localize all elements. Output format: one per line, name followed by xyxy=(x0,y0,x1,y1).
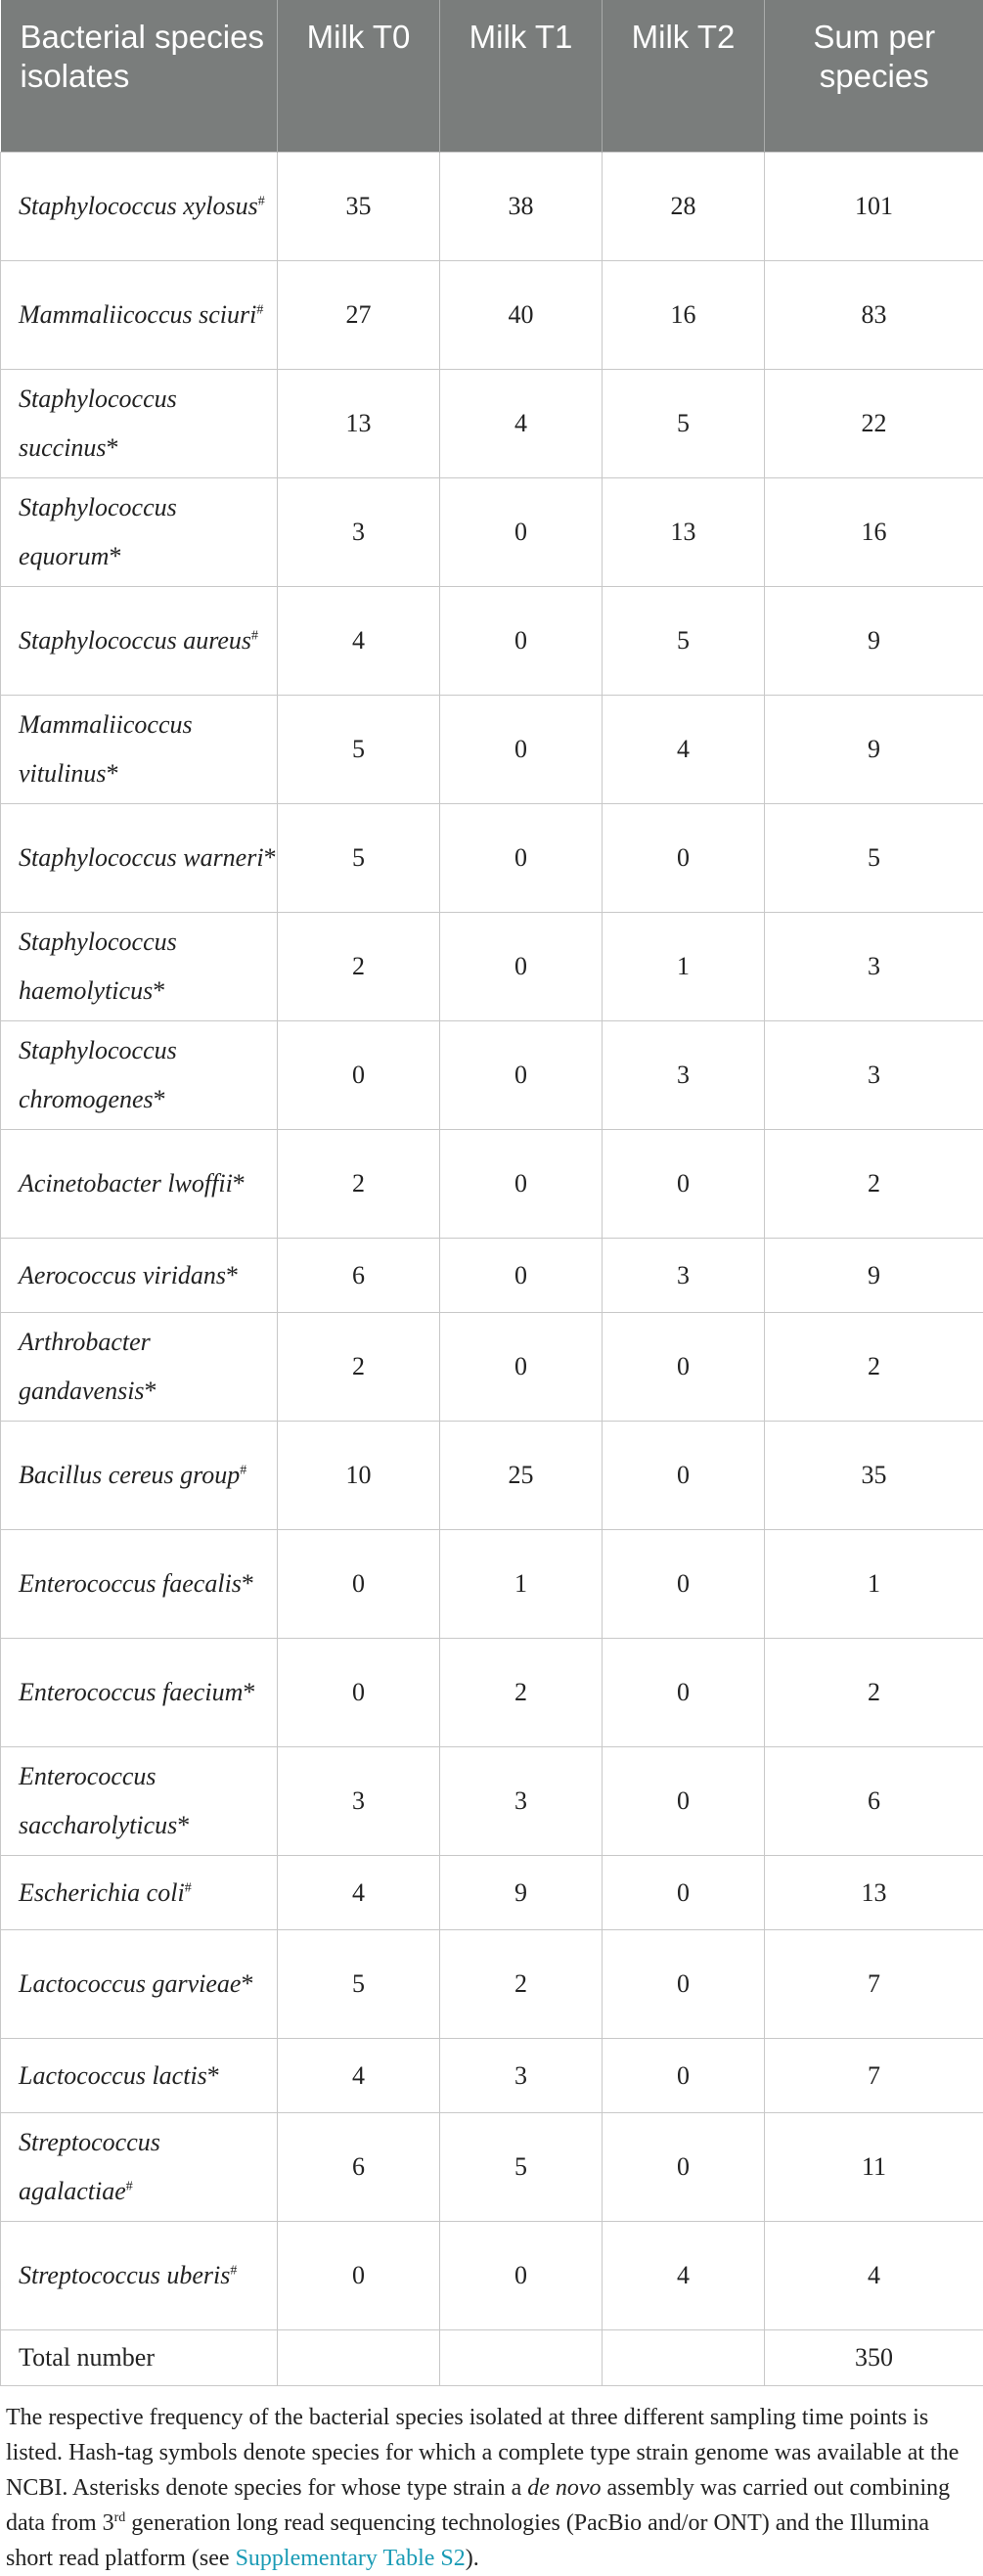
asterisk-mark: * xyxy=(233,1169,246,1198)
species-name: Lactococcus lactis xyxy=(19,2061,207,2090)
cell-sum: 6 xyxy=(765,1747,983,1856)
cell-t1: 3 xyxy=(440,1747,603,1856)
table-row xyxy=(1,153,983,261)
asterisk-mark: * xyxy=(243,1678,255,1706)
table-row xyxy=(1,1856,983,1930)
species-cell xyxy=(1,478,278,587)
asterisk-mark: * xyxy=(177,1811,190,1839)
cell-t2: 0 xyxy=(603,1639,765,1747)
species-name: Staphylococcus xylosus xyxy=(19,192,258,220)
table-row xyxy=(1,1530,983,1639)
total-t2 xyxy=(603,2330,765,2386)
species-cell xyxy=(1,1856,278,1930)
species-cell xyxy=(1,913,278,1021)
asterisk-mark: * xyxy=(264,843,277,872)
cell-t1: 0 xyxy=(440,804,603,913)
table-row xyxy=(1,1313,983,1422)
cell-t0: 5 xyxy=(278,696,440,804)
cell-t2: 0 xyxy=(603,1530,765,1639)
cell-t2: 16 xyxy=(603,261,765,370)
species-name: Arthrobacter gandavensis xyxy=(19,1328,151,1405)
cell-t2: 0 xyxy=(603,1422,765,1530)
hash-mark: # xyxy=(230,2263,237,2278)
header-milk-t0: Milk T0 xyxy=(278,0,440,153)
cell-sum: 9 xyxy=(765,1239,983,1313)
asterisk-mark: * xyxy=(153,976,165,1005)
cell-t1: 3 xyxy=(440,2039,603,2113)
cell-t2: 0 xyxy=(603,1130,765,1239)
cell-sum: 4 xyxy=(765,2222,983,2330)
table-row xyxy=(1,1422,983,1530)
hash-mark: # xyxy=(126,2179,133,2193)
cell-t1: 40 xyxy=(440,261,603,370)
species-name: Staphylococcus equorum xyxy=(19,493,177,570)
hash-mark: # xyxy=(258,194,265,208)
species-cell xyxy=(1,1130,278,1239)
cell-t0: 3 xyxy=(278,478,440,587)
table-row xyxy=(1,478,983,587)
species-cell xyxy=(1,370,278,478)
cell-sum: 16 xyxy=(765,478,983,587)
cell-t1: 1 xyxy=(440,1530,603,1639)
cell-t1: 0 xyxy=(440,1239,603,1313)
cell-sum: 2 xyxy=(765,1313,983,1422)
table-row xyxy=(1,1639,983,1747)
species-cell xyxy=(1,2113,278,2222)
asterisk-mark: * xyxy=(241,1969,253,1998)
table-row xyxy=(1,1747,983,1856)
species-cell xyxy=(1,1639,278,1747)
species-cell xyxy=(1,1530,278,1639)
species-cell xyxy=(1,153,278,261)
cell-t0: 4 xyxy=(278,2039,440,2113)
cell-t2: 0 xyxy=(603,1747,765,1856)
header-row xyxy=(1,0,983,153)
cell-t0: 0 xyxy=(278,1530,440,1639)
cell-t2: 4 xyxy=(603,696,765,804)
total-row xyxy=(1,2330,983,2386)
cell-t2: 0 xyxy=(603,1856,765,1930)
total-label: Total number xyxy=(1,2330,278,2386)
species-name: Mammaliicoccus vitulinus xyxy=(19,710,193,788)
cell-t0: 4 xyxy=(278,587,440,696)
cell-t2: 13 xyxy=(603,478,765,587)
cell-t1: 0 xyxy=(440,696,603,804)
hash-mark: # xyxy=(185,1880,192,1895)
table-row xyxy=(1,370,983,478)
total-t1 xyxy=(440,2330,603,2386)
asterisk-mark: * xyxy=(226,1261,239,1289)
asterisk-mark: * xyxy=(154,1085,166,1113)
table-row xyxy=(1,1021,983,1130)
cell-t1: 0 xyxy=(440,913,603,1021)
table-row xyxy=(1,2113,983,2222)
hash-mark: # xyxy=(240,1463,246,1477)
cell-t1: 5 xyxy=(440,2113,603,2222)
cell-sum: 13 xyxy=(765,1856,983,1930)
cell-t2: 5 xyxy=(603,587,765,696)
cell-t0: 3 xyxy=(278,1747,440,1856)
cell-t2: 3 xyxy=(603,1239,765,1313)
cell-t2: 0 xyxy=(603,804,765,913)
cell-sum: 3 xyxy=(765,913,983,1021)
cell-sum: 11 xyxy=(765,2113,983,2222)
cell-t0: 2 xyxy=(278,1130,440,1239)
cell-sum: 35 xyxy=(765,1422,983,1530)
cell-sum: 5 xyxy=(765,804,983,913)
species-name: Staphylococcus haemolyticus xyxy=(19,927,177,1005)
species-cell xyxy=(1,2039,278,2113)
supplementary-table-link[interactable]: Supplementary Table S2 xyxy=(236,2546,466,2571)
header-milk-t2: Milk T2 xyxy=(603,0,765,153)
cell-sum: 101 xyxy=(765,153,983,261)
table-row xyxy=(1,1239,983,1313)
hash-mark: # xyxy=(256,302,263,317)
table-row xyxy=(1,913,983,1021)
species-name: Streptococcus agalactiae xyxy=(19,2128,160,2205)
cell-sum: 22 xyxy=(765,370,983,478)
cell-sum: 83 xyxy=(765,261,983,370)
cell-sum: 7 xyxy=(765,1930,983,2039)
asterisk-mark: * xyxy=(107,433,119,462)
species-cell xyxy=(1,1747,278,1856)
species-cell xyxy=(1,1422,278,1530)
cell-t0: 4 xyxy=(278,1856,440,1930)
table-row xyxy=(1,261,983,370)
species-cell xyxy=(1,1021,278,1130)
cell-t1: 25 xyxy=(440,1422,603,1530)
cell-t0: 10 xyxy=(278,1422,440,1530)
asterisk-mark: * xyxy=(109,542,121,570)
cell-sum: 9 xyxy=(765,696,983,804)
cell-t1: 2 xyxy=(440,1930,603,2039)
species-cell xyxy=(1,804,278,913)
table-row xyxy=(1,1930,983,2039)
species-name: Acinetobacter lwoffii xyxy=(19,1169,233,1198)
cell-sum: 2 xyxy=(765,1130,983,1239)
table-row xyxy=(1,587,983,696)
cell-t0: 5 xyxy=(278,804,440,913)
species-name: Escherichia coli xyxy=(19,1878,185,1907)
cell-sum: 1 xyxy=(765,1530,983,1639)
header-sum: Sum per species xyxy=(765,0,983,153)
table-body xyxy=(1,153,983,2386)
species-name: Enterococcus saccharolyticus xyxy=(19,1762,177,1839)
cell-t0: 6 xyxy=(278,2113,440,2222)
table-row xyxy=(1,1130,983,1239)
cell-sum: 9 xyxy=(765,587,983,696)
cell-t0: 13 xyxy=(278,370,440,478)
species-name: Staphylococcus succinus xyxy=(19,384,177,462)
total-sum: 350 xyxy=(765,2330,983,2386)
cell-t2: 5 xyxy=(603,370,765,478)
asterisk-mark: * xyxy=(107,759,119,788)
cell-t1: 0 xyxy=(440,1130,603,1239)
table-footnote: The respective frequency of the bacterial species isolated at three different sampling time points is listed. Hash-tag symbols denote species for which a complete type strain genome was available at the NCBI. Asterisks denote species for whose type strain a de novo assembly was carried out combining data from 3rd generation long read sequencing technologies (PacBio and/or ONT) and the Illumina short read platform (see Supplementary Table S2). xyxy=(0,2386,983,2576)
cell-t1: 0 xyxy=(440,587,603,696)
cell-t2: 0 xyxy=(603,1313,765,1422)
cell-t0: 5 xyxy=(278,1930,440,2039)
species-cell xyxy=(1,1239,278,1313)
cell-t1: 0 xyxy=(440,1021,603,1130)
cell-t0: 35 xyxy=(278,153,440,261)
species-cell xyxy=(1,696,278,804)
cell-t1: 9 xyxy=(440,1856,603,1930)
species-cell xyxy=(1,1313,278,1422)
cell-t1: 0 xyxy=(440,1313,603,1422)
cell-t0: 0 xyxy=(278,2222,440,2330)
cell-t1: 0 xyxy=(440,478,603,587)
table-row xyxy=(1,2039,983,2113)
cell-t0: 6 xyxy=(278,1239,440,1313)
header-species: Bacterial species isolates xyxy=(1,0,278,153)
species-name: Enterococcus faecalis xyxy=(19,1569,242,1598)
cell-t2: 4 xyxy=(603,2222,765,2330)
cell-sum: 2 xyxy=(765,1639,983,1747)
cell-t1: 0 xyxy=(440,2222,603,2330)
table-row xyxy=(1,804,983,913)
cell-sum: 7 xyxy=(765,2039,983,2113)
species-cell xyxy=(1,1930,278,2039)
cell-t2: 0 xyxy=(603,2113,765,2222)
species-name: Mammaliicoccus sciuri xyxy=(19,300,256,329)
species-name: Staphylococcus chromogenes xyxy=(19,1036,177,1113)
cell-t2: 3 xyxy=(603,1021,765,1130)
species-name: Aerococcus viridans xyxy=(19,1261,226,1289)
cell-t2: 0 xyxy=(603,2039,765,2113)
species-name: Staphylococcus aureus xyxy=(19,626,251,655)
cell-t0: 0 xyxy=(278,1021,440,1130)
cell-t0: 2 xyxy=(278,913,440,1021)
asterisk-mark: * xyxy=(145,1377,157,1405)
cell-t1: 2 xyxy=(440,1639,603,1747)
species-name: Enterococcus faecium xyxy=(19,1678,243,1706)
cell-t1: 4 xyxy=(440,370,603,478)
hash-mark: # xyxy=(251,628,258,643)
species-cell xyxy=(1,261,278,370)
table-row xyxy=(1,696,983,804)
total-t0 xyxy=(278,2330,440,2386)
species-name: Bacillus cereus group xyxy=(19,1461,240,1489)
asterisk-mark: * xyxy=(242,1569,254,1598)
species-name: Staphylococcus warneri xyxy=(19,843,264,872)
cell-t2: 0 xyxy=(603,1930,765,2039)
table-row xyxy=(1,2222,983,2330)
cell-sum: 3 xyxy=(765,1021,983,1130)
species-name: Streptococcus uberis xyxy=(19,2261,230,2289)
species-name: Lactococcus garvieae xyxy=(19,1969,241,1998)
cell-t0: 0 xyxy=(278,1639,440,1747)
header-milk-t1: Milk T1 xyxy=(440,0,603,153)
cell-t1: 38 xyxy=(440,153,603,261)
cell-t2: 28 xyxy=(603,153,765,261)
cell-t0: 27 xyxy=(278,261,440,370)
cell-t2: 1 xyxy=(603,913,765,1021)
cell-t0: 2 xyxy=(278,1313,440,1422)
species-cell xyxy=(1,2222,278,2330)
asterisk-mark: * xyxy=(207,2061,220,2090)
species-cell xyxy=(1,587,278,696)
